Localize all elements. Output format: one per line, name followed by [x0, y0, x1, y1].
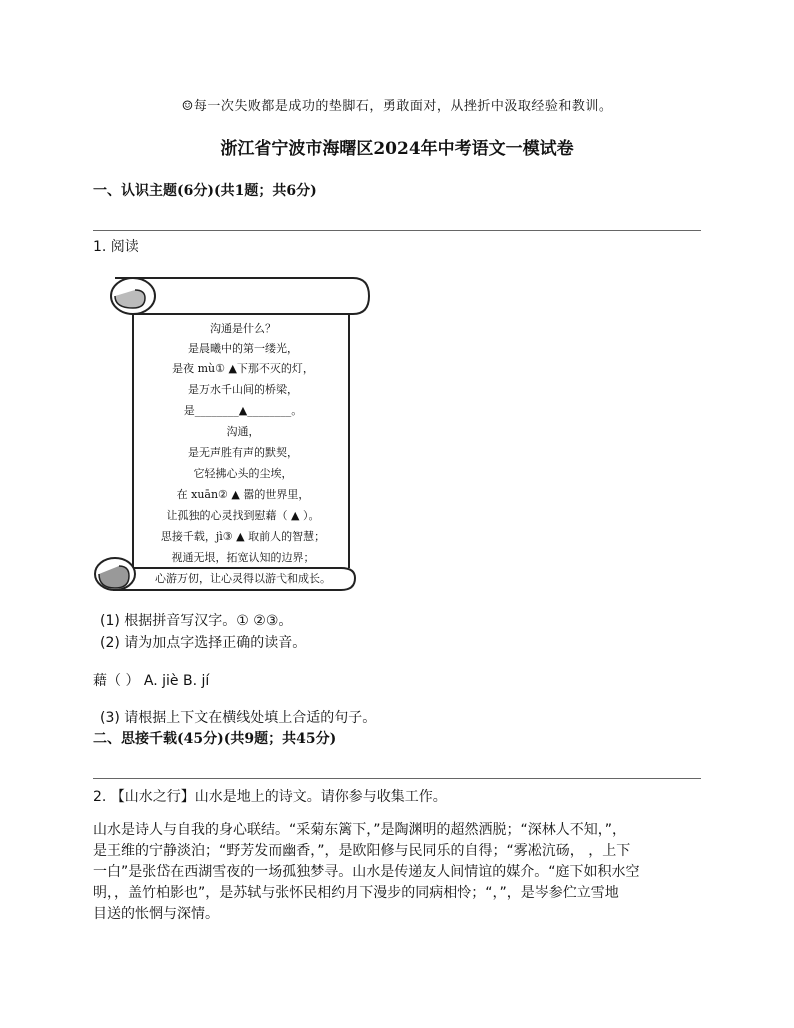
passage-line: 明，，盖竹柏影也”，是苏轼与张怀民相约月下漫步的同病相怜；“，”，是岑参伫立雪地	[93, 885, 619, 901]
poem-line: 沟通是什么？	[210, 322, 276, 335]
section-2-heading: 二、思接千载(45分)(共9题；共45分)	[93, 731, 337, 747]
poem-line: 是夜 mù① ▲下那不灭的灯，	[172, 362, 314, 375]
poem-line: 沟通，	[226, 425, 260, 438]
choice-options: 藉（ ） A. jiè B. jí	[93, 673, 210, 689]
scroll-illustration	[93, 268, 373, 598]
divider	[93, 230, 701, 231]
passage-line: 是王维的宁静淡泊；“野芳发而幽香，”，是欧阳修与民同乐的自得；“雾凇沆砀， ，上下	[93, 843, 631, 859]
poem-block	[123, 320, 363, 585]
poem-line: 让孤独的心灵找到慰藉（ ▲ ）。	[166, 509, 320, 522]
passage-line: 山水是诗人与自我的身心联结。“采菊东篱下，”是陶渊明的超然洒脱；“深林人不知，”，	[93, 822, 627, 838]
passage-line: 一白”是张岱在西湖雪夜的一场孤独梦寻。山水是传递友人间情谊的媒介。“庭下如积水空	[93, 864, 640, 880]
question-2-prompt: 2. 【山水之行】山水是地上的诗文。请你参与收集工作。	[93, 789, 447, 805]
motto-text: ☺每一次失败都是成功的垫脚石，勇敢面对，从挫折中汲取经验和教训。	[181, 99, 613, 114]
poem-line: 它轻拂心头的尘埃，	[193, 467, 293, 480]
poem-line: 心游万仞，让心灵得以游弋和成长。	[155, 572, 331, 585]
poem-line: 思接千载，jì③ ▲ 取前人的智慧；	[160, 530, 326, 543]
section-1-heading: 一、认识主题(6分)(共1题；共6分)	[93, 183, 317, 199]
poem-line: 是万水千山间的桥梁，	[188, 383, 298, 396]
divider	[93, 778, 701, 779]
sub-question-1: (1) 根据拼音写汉字。① ②③。	[100, 613, 293, 629]
poem-line: 在 xuān② ▲ 嚣的世界里，	[176, 488, 310, 501]
passage-line: 目送的怅惘与深情。	[93, 906, 219, 922]
poem-line: 是________▲________。	[183, 404, 303, 417]
question-1-label: 1. 阅读	[93, 239, 139, 255]
poem-line: 是晨曦中的第一缕光，	[188, 342, 298, 355]
page-title: 浙江省宁波市海曙区2024年中考语文一模试卷	[220, 139, 574, 159]
passage-paragraph	[93, 820, 703, 925]
sub-question-3: (3) 请根据上下文在横线处填上合适的句子。	[100, 710, 377, 726]
poem-line: 是无声胜有声的默契，	[188, 446, 298, 459]
sub-question-2: (2) 请为加点字选择正确的读音。	[100, 635, 307, 651]
poem-line: 视通无垠，拓宽认知的边界；	[171, 551, 315, 564]
